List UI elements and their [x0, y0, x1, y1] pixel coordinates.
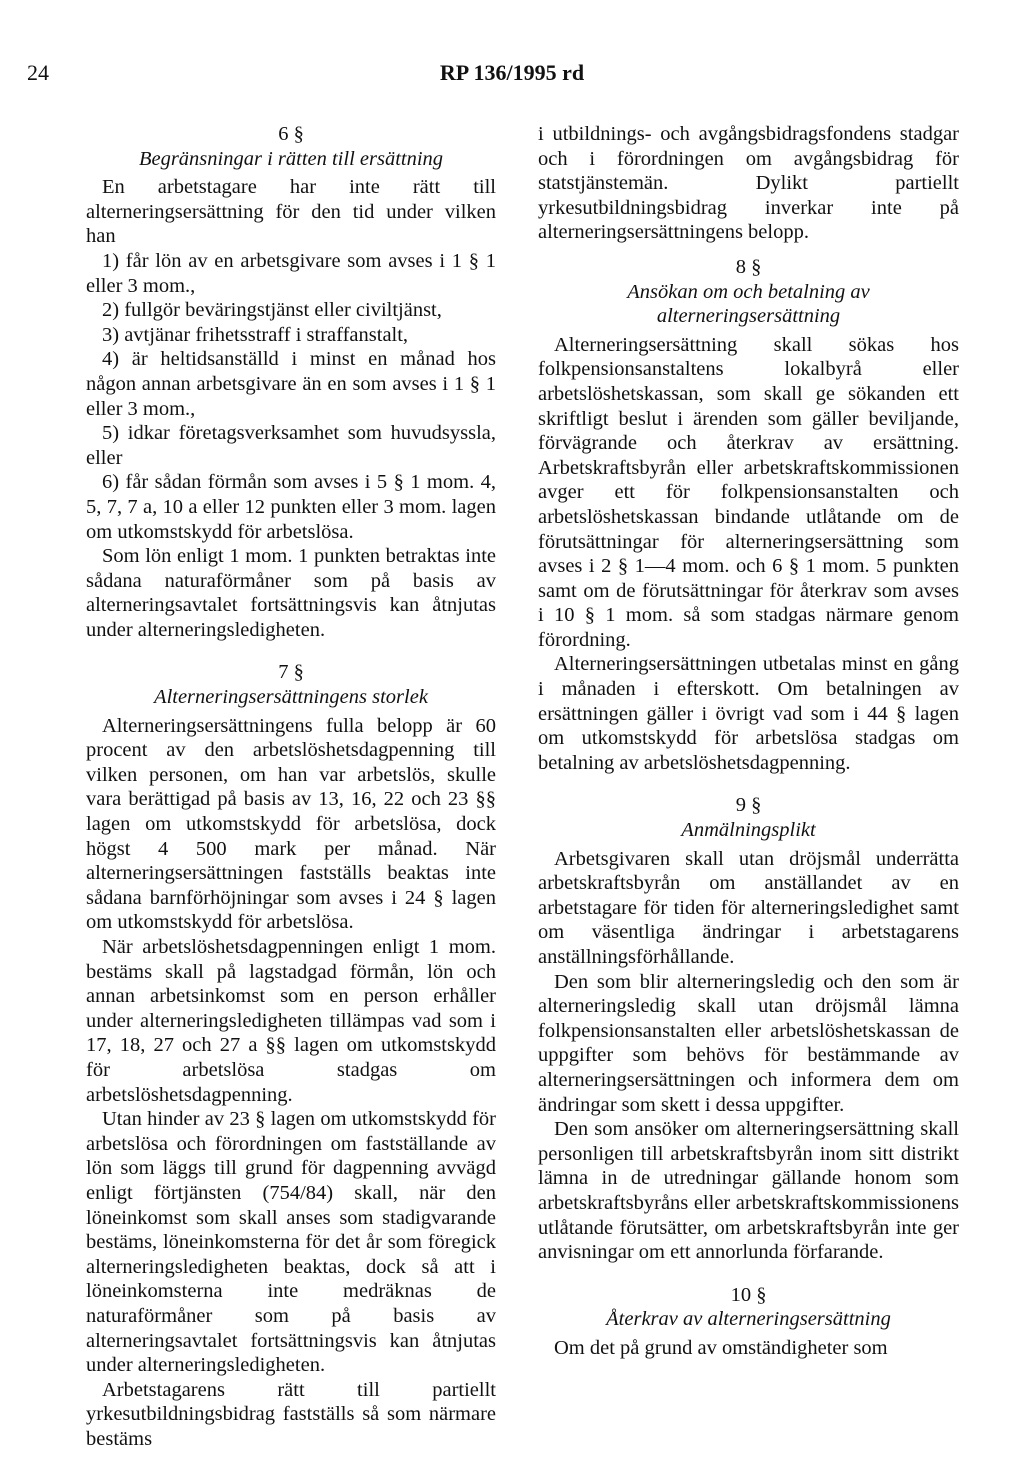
section-number: 8 § [735, 255, 762, 278]
paragraph: En arbetstagare har inte rätt till alterneringsersättning för den tid under vilken han [86, 176, 496, 248]
page-header [0, 60, 1024, 96]
list-item: 5) idkar företagsverksamhet som huvudsyssla, eller [86, 422, 496, 469]
section-6 [86, 122, 496, 642]
paragraph: Alterneringsersättningens fulla belopp är 60 procent av den arbetslöshetsdagpenning till vilken personen, om han var arbetslös, skulle vara berättigad på basis av 13, 16, 22 och 23 §§ lagen om utkomstskydd för arbetslösa, dock högst 4 500 mark per månad. När alterneringsersättningen fastställs beaktas inte sådana barnförhöjningar som avses i 24 § lagen om utkomstskydd för arbetslösa. [86, 714, 496, 934]
paragraph: Alterneringsersättningen utbetalas minst en gång i månaden i efterskott. Om betalningen av ersättningen gäller i övrigt vad som i 44 § lagen om utkomstskydd för arbetslösa stadgas om betalning av arbetslöshetsdagpenning. [538, 653, 959, 774]
section-number: 9 § [735, 794, 762, 817]
paragraph: Den som ansöker om alterneringsersättning skall personligen till arbetskraftsbyrån inom sitt distrikt lämna in de utredningar gällande honom som arbetskraftsbyråns eller arbetskraftskommissionens utlåtande förutsätter, om arbetskraftsbyrån inte ger anvisningar om ett annorlunda förfarande. [538, 1118, 959, 1264]
paragraph: Alterneringsersättning skall sökas hos folkpensionsanstaltens lokalbyrå eller arbetslöshetskassan, som skall ge sökanden ett skriftligt beslut i ärenden som gäller beviljande, förvägrande och återkrav av ersättning. Arbetskraftsbyrån eller arbetskraftskommissionen avger ett för folkpensionsanstalten och arbetslöshetskassan bindande utlåtande om de förutsättningar för alterneringsersättning som avses i 2 § 1—4 mom. och 6 § 1 mom. 5 punkten samt om de förutsättningar för återkrav som avses i 10 § 1 mom. så som stadgas närmare genom förordning. [538, 333, 959, 651]
paragraph: Arbetstagarens rätt till partiellt yrkesutbildningsbidrag fastställs så som närmare bestäms [86, 1378, 496, 1450]
section-8 [538, 255, 959, 775]
section-number: 6 § [278, 123, 304, 145]
paragraph: i utbildnings- och avgångsbidragsfondens stadgar och i förordningen om avgångsbidrag för statstjänstemän. Dylikt partiellt yrkesutbildningsbidrag inverkar inte på alterneringsersättningens belopp. [538, 123, 959, 244]
section-title: Begränsningar i rätten till ersättning [138, 147, 444, 170]
paragraph: Som lön enligt 1 mom. 1 punkten betraktas inte sådana naturaförmåner som på basis av alterneringsavtalet fortsättningsvis kan åtnjutas under alterneringsledigheten. [86, 545, 496, 641]
section-title: Återkrav av alterneringsersättning [606, 1308, 891, 1331]
paragraph: Arbetsgivaren skall utan dröjsmål underrätta arbetskraftsbyrån om anställandet av en arbetstagare för tiden för alterneringsledighet samt om väsentliga ändringar i arbetstagarens anställningsförhållande. [538, 847, 959, 968]
section-title: Ansökan om och betalning av alterneringsersättning [627, 280, 870, 328]
section-number: 7 § [278, 661, 304, 684]
left-column [86, 122, 496, 1451]
page-number: 24 [27, 60, 49, 85]
section-number: 10 § [730, 1283, 767, 1306]
section-9 [538, 793, 959, 1264]
section-title: Alterneringsersättningens storlek [154, 686, 428, 709]
list-item: 1) får lön av en arbetsgivare som avses i 1 § 1 eller 3 mom., [86, 249, 496, 297]
section-7 [86, 660, 496, 1451]
list-item: 2) fullgör beväringstjänst eller civiltjänst, [102, 299, 442, 322]
paragraph: Den som blir alterneringsledig och den som är alterneringsledig skall utan dröjsmål lämna folkpensionsanstalten eller arbetslöshetskassan de uppgifter som behövs för bestämmande av alterneringsersättningen och informera dem om ändringar som skett i dessa uppgifter. [538, 970, 959, 1116]
paragraph: Om det på grund av omständigheter som [554, 1336, 888, 1359]
list-item: 6) får sådan förmån som avses i 5 § 1 mom. 4, 5, 7, 7 a, 10 a eller 12 punkten eller 3 mom. lagen om utkomstskydd för arbetslösa. [86, 471, 496, 543]
section-10 [538, 1283, 959, 1361]
paragraph: Utan hinder av 23 § lagen om utkomstskydd för arbetslösa och förordningen om fastställande av lön som läggs till grund för dagpenning avvägd enligt förtjänsten (754/84) skall, när den löneinkomst som skall anses som stadigvarande bestäms, löneinkomsterna för det år som föregick alterneringsledigheten beaktas, dock så att i löneinkomsterna inte medräknas de naturaförmåner som på basis av alterneringsavtalet fortsättningsvis kan åtnjutas under alterneringsledigheten. [86, 1108, 496, 1377]
running-title: RP 136/1995 rd [439, 60, 585, 85]
right-column [538, 122, 959, 1361]
section-title: Anmälningsplikt [681, 819, 816, 842]
list-item: 4) är heltidsanställd i minst en månad hos någon annan arbetsgivare än en som avses i 1 § 1 eller 3 mom., [86, 348, 496, 420]
list-item: 3) avtjänar frihetsstraff i straffanstalt, [102, 323, 409, 346]
paragraph: När arbetslöshetsdagpenningen enligt 1 mom. bestäms skall på lagstadgad förmån, lön och annan arbetsinkomst som en person erhåller under alterneringsledigheten tillämpas vad som i 17, 18, 27 och 27 a §§ lagen om utkomstskydd för arbetslösa stadgas om arbetslöshetsdagpenning. [86, 936, 496, 1106]
